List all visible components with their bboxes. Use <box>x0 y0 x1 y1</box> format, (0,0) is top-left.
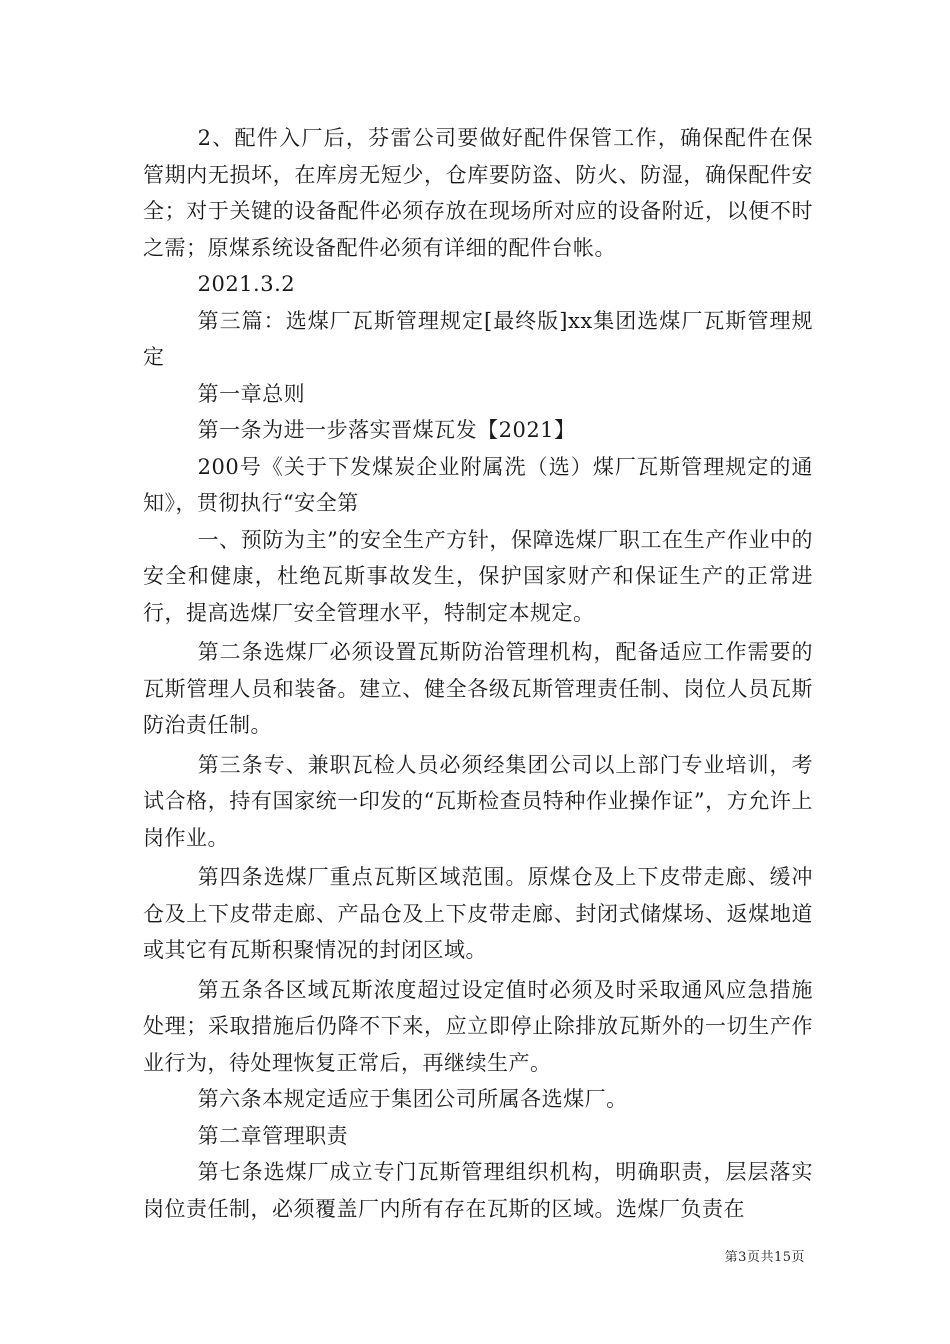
article-1-start: 第一条为进一步落实晋煤瓦发【2021】 <box>197 418 576 442</box>
chapter-heading-duties: 第二章管理职责 <box>197 1123 349 1148</box>
article-7: 第七条选煤厂成立专门瓦斯管理组织机构，明确职责，层层落实岗位责任制，必须覆盖厂内所有存在瓦斯的区域。选煤厂负责在 <box>143 1160 813 1221</box>
article-6: 第六条本规定适应于集团公司所属各选煤厂。 <box>197 1087 628 1111</box>
document-body <box>143 120 813 1227</box>
chapter-heading-general: 第一章总则 <box>197 381 306 406</box>
article-1-policy: 一、预防为主”的安全生产方针，保障选煤厂职工在生产作业中的安全和健康，杜绝瓦斯事故发生，保护国家财产和保证生产的正常进行，提高选煤厂安全管理水平，特制定本规定。 <box>143 527 813 625</box>
paragraph-date: 2021.3.2 <box>197 272 296 296</box>
article-3: 第三条专、兼职瓦检人员必须经集团公司以上部门专业培训，考试合格，持有国家统一印发的“瓦斯检查员特种作业操作证”，方允许上岗作业。 <box>143 752 813 850</box>
article-1-notice: 200号《关于下发煤炭企业附属洗（选）煤厂瓦斯管理规定的通知》，贯彻执行“安全第 <box>143 454 813 515</box>
paragraph-spare-parts-storage: 2、配件入厂后，芬雷公司要做好配件保管工作，确保配件在保管期内无损坏，在库房无短少，仓库要防盗、防火、防湿，确保配件安全；对于关键的设备配件必须存放在现场所对应的设备附近，以便不时之需；原煤系统设备配件必须有详细的配件台帐。 <box>143 126 813 260</box>
paragraph-section-title: 第三篇：选煤厂瓦斯管理规定[最终版]xx集团选煤厂瓦斯管理规定 <box>143 308 813 369</box>
article-2: 第二条选煤厂必须设置瓦斯防治管理机构，配备适应工作需要的瓦斯管理人员和装备。建立、健全各级瓦斯管理责任制、岗位人员瓦斯防治责任制。 <box>143 640 813 737</box>
article-4: 第四条选煤厂重点瓦斯区域范围。原煤仓及上下皮带走廊、缓冲仓及上下皮带走廊、产品仓及上下皮带走廊、封闭式储煤场、返煤地道或其它有瓦斯积聚情况的封闭区域。 <box>143 865 813 962</box>
article-5: 第五条各区域瓦斯浓度超过设定值时必须及时采取通风应急措施处理；采取措施后仍降不下来，应立即停止除排放瓦斯外的一切生产作业行为，待处理恢复正常后，再继续生产。 <box>143 977 813 1075</box>
page-number: 第3页共15页 <box>724 1250 805 1265</box>
